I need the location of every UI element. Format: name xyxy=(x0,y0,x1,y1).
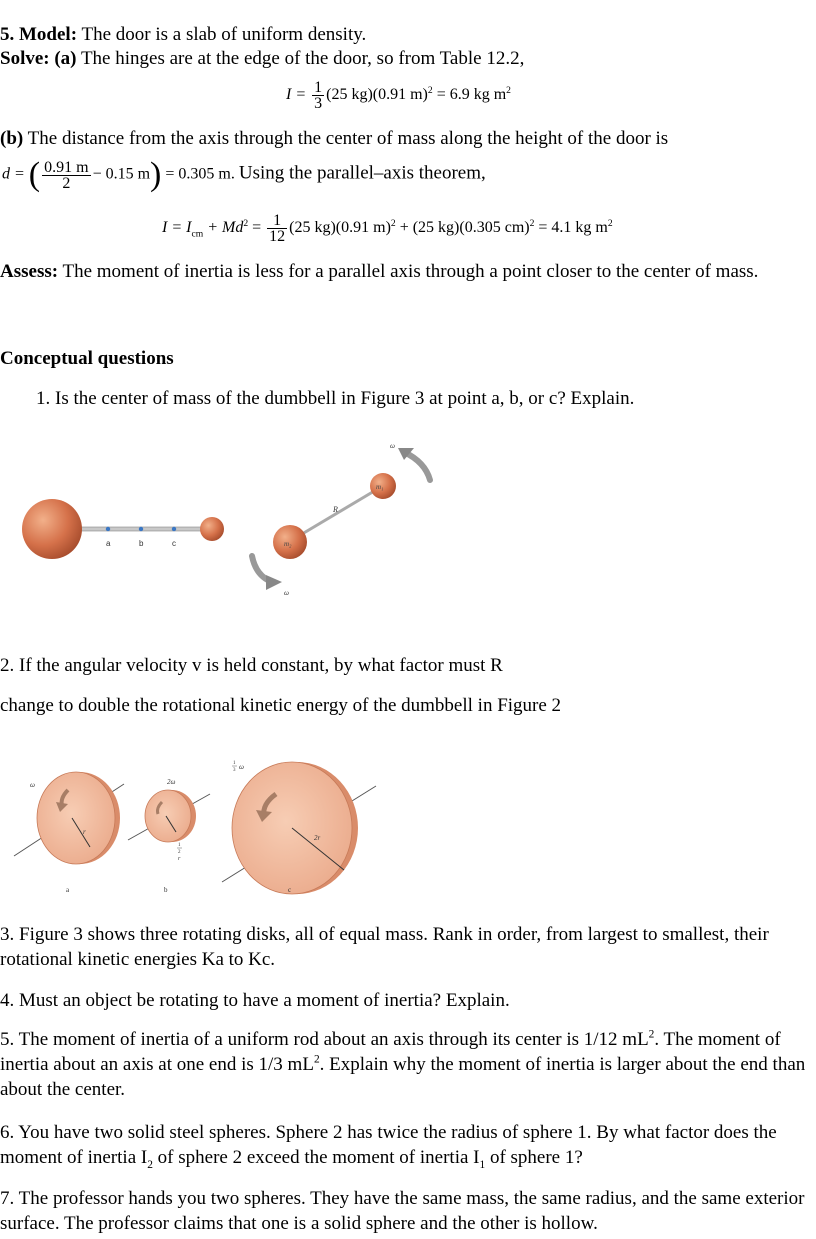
question-6: 6. You have two solid steel spheres. Sphere 2 has twice the radius of sphere 1. By what factor does the moment of inertia $I_2$ of sphere 2 exceed the moment of inertia $I_1$ of sphere 1? xyxy=(0,1122,777,1171)
part-b-label: (b) xyxy=(0,128,24,149)
svg-text:2ω: 2ω xyxy=(167,778,176,786)
disk-a xyxy=(14,772,124,894)
equation-1: I = $\frac{1}{3}$ (25 kg)(0.91 m)$^2$ = 6.9 kg $m^2$ xyxy=(286,79,511,112)
model-text: The door is a slab of uniform density. xyxy=(81,24,367,45)
large-ball xyxy=(22,499,82,559)
question-3: 3. Figure 3 shows three rotating disks, all of equal mass. Rank in order, from largest to smallest, their rotational kinetic energies Ka to Kc. xyxy=(0,924,769,970)
solve-label: Solve: xyxy=(0,48,50,69)
rotation-arrow-top-icon xyxy=(404,452,430,480)
question-7: 7. The professor hands you two spheres. They have the same mass, the same radius, and the same exterior surface. The professor claims that one is a solid sphere and the other is hollow. xyxy=(0,1188,805,1234)
svg-text:c: c xyxy=(288,886,292,894)
distance-equation: d = ( $\frac{0.91 m}{2}$ − 0.15 m) = 0.305 m. Using the parallel–axis theorem, xyxy=(2,156,486,193)
svg-text:r: r xyxy=(178,856,181,862)
assess-label: Assess: xyxy=(0,261,59,282)
conceptual-heading: Conceptual questions xyxy=(0,348,174,369)
disk-c xyxy=(222,761,376,894)
dumbbell-figure xyxy=(0,430,460,600)
dumbbell-left xyxy=(22,499,224,559)
svg-text:a: a xyxy=(66,886,70,894)
disk-b xyxy=(128,778,210,894)
svg-text:ω: ω xyxy=(30,781,35,789)
svg-text:ω: ω xyxy=(390,442,395,450)
assess-paragraph xyxy=(0,259,816,284)
label-c: c xyxy=(172,539,176,548)
svg-text:2r: 2r xyxy=(314,834,321,842)
point-b xyxy=(139,527,143,531)
solve-line xyxy=(0,48,524,70)
question-2-line-2: change to double the rotational kinetic energy of the dumbbell in Figure 2 xyxy=(0,695,562,716)
svg-text:m₁: m₁ xyxy=(376,483,384,491)
label-b: b xyxy=(139,539,144,548)
point-a xyxy=(106,527,110,531)
equation-2: $I = I_{cm} + Md^2$ = $\frac{1}{12}$ (25 kg)(0.91 m)$^2$ + (25 kg)(0.305 cm)$^2$ = 4.1 kg $m^2$ xyxy=(162,212,613,245)
label-a: a xyxy=(106,539,111,548)
part-b-line xyxy=(0,128,668,150)
small-ball xyxy=(200,517,224,541)
disks-figure xyxy=(0,752,400,902)
question-2-line-1: 2. If the angular velocity v is held constant, by what factor must R xyxy=(0,655,503,676)
svg-text:ω: ω xyxy=(284,589,289,597)
question-5: 5. The moment of inertia of a uniform rod about an axis through its center is 1/12 $mL^2$. The moment of inertia about an axis at one end is 1/3 $mL^2$. Explain why the moment of inertia is larger about the end than about the center. xyxy=(0,1028,806,1100)
part-b-text: The distance from the axis through the center of mass along the height of the door is xyxy=(27,128,669,149)
dumbbell-right xyxy=(252,442,430,597)
svg-text:b: b xyxy=(164,886,168,894)
svg-text:3: 3 xyxy=(233,768,236,773)
model-label: Model: xyxy=(19,24,78,45)
solve-text: The hinges are at the edge of the door, so from Table 12.2, xyxy=(80,48,525,69)
svg-text:R: R xyxy=(333,505,338,514)
problem-number: 5. xyxy=(0,24,15,45)
svg-text:1: 1 xyxy=(178,843,181,848)
question-1: 1. Is the center of mass of the dumbbell in Figure 3 at point a, b, or c? Explain. xyxy=(36,388,635,409)
svg-text:m₂: m₂ xyxy=(284,540,292,548)
point-c xyxy=(172,527,176,531)
model-line xyxy=(0,24,366,46)
question-4: 4. Must an object be rotating to have a moment of inertia? Explain. xyxy=(0,990,510,1011)
svg-text:r: r xyxy=(83,828,86,836)
svg-text:1: 1 xyxy=(233,761,236,766)
svg-text:2: 2 xyxy=(178,850,181,855)
svg-text:ω: ω xyxy=(239,763,244,771)
assess-text: The moment of inertia is less for a parallel axis through a point closer to the center of mass. xyxy=(62,261,759,282)
part-a-label: (a) xyxy=(54,48,77,69)
